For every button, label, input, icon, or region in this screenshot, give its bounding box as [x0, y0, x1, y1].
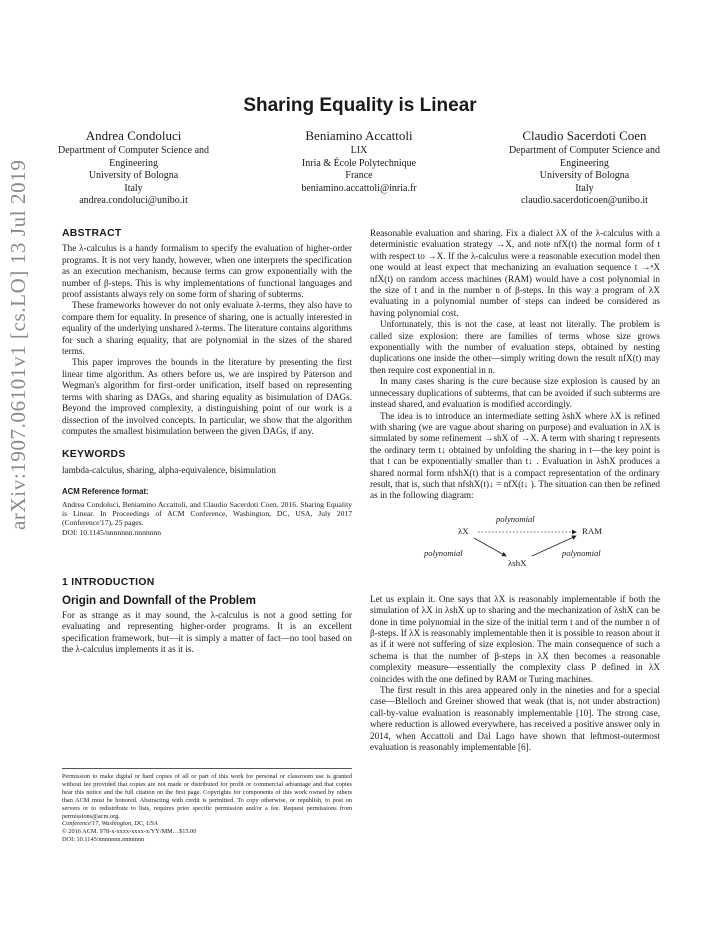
diagram-node-lambda-x: λX — [458, 525, 469, 536]
abstract-paragraph: The λ-calculus is a handy formalism to specify the evaluation of higher-order programs. It is not very handy, however, when one interprets the specification as an execution mechanism, because terms can grow exponentially with the number of β-steps. This is why implementations of functional languages and proof assistants always rely on some form of sharing of subterms. — [62, 243, 352, 300]
author-affiliation-line: Italy — [124, 182, 143, 194]
introduction-subheading: Origin and Downfall of the Problem — [62, 593, 256, 607]
reasonable-implementation-diagram — [370, 506, 660, 588]
author-name: Claudio Sacerdoti Coen — [522, 128, 647, 143]
acm-reference-text: Andrea Condoluci, Beniamino Accattoli, and Claudio Sacerdoti Coen. 2016. Sharing Equality is Linear. In Proceedings of ACM Conference, Washington, DC, USA, July 2017 (Conference'17), 25 pages. — [62, 499, 352, 528]
author-affiliation-line: Inria & École Polytechnique — [301, 157, 417, 169]
introduction-paragraph: For as strange as it may sound, the λ-calculus is not a good setting for evaluating and representing higher-order programs. It is an excellent specification framework, but—it is simply a matter of fact—no tool based on the λ-calculus implements it as it is. — [62, 609, 352, 655]
author-affiliation-line: LIX — [350, 145, 368, 156]
arxiv-identifier: arXiv:1907.06101v1 [cs.LO] 13 Jul 2019 — [6, 159, 30, 530]
author-email: beniamino.accattoli@inria.fr — [301, 182, 417, 194]
author-email: claudio.sacerdoticoen@unibo.it — [520, 195, 648, 207]
author-affiliation-line: Department of Computer Science and — [58, 145, 210, 156]
keywords-heading: KEYWORDS — [62, 449, 126, 461]
acm-reference-doi: DOI: 10.1145/nnnnnnn.nnnnnnn — [62, 527, 162, 537]
paper-title: Sharing Equality is Linear — [243, 95, 477, 116]
keywords-text: lambda-calculus, sharing, alpha-equivalence, bisimulation — [62, 464, 276, 475]
body-paragraph: In many cases sharing is the cure because size explosion is caused by an unnecessary duplications of subterms, that can be avoided if such subterms are instead shared, and evaluation is modified accordingly. — [370, 376, 660, 410]
abstract-heading: ABSTRACT — [62, 228, 122, 239]
author-affiliation-line: Department of Computer Science and — [508, 145, 660, 156]
author-2 — [301, 128, 416, 208]
author-name: Andrea Condoluci — [85, 128, 182, 143]
author-block — [58, 128, 660, 208]
diagram-label-left: polynomial — [424, 547, 463, 558]
author-affiliation-line: Engineering — [560, 157, 609, 169]
author-3 — [509, 128, 660, 208]
author-affiliation-line: University of Bologna — [88, 170, 179, 182]
author-affiliation-line: Engineering — [109, 157, 158, 169]
body-paragraph: Let us explain it. One says that λX is reasonably implementable if both the simulation of λX in λshX up to sharing and the mechanization of λshX can be done in time polynomial in the size of the initial term t and of the number n of β-steps. If λX is reasonably implementable then it is possible to reason about it as if it were not suffering of size explosion. The main consequence of such a schema is that the number of β-steps in λX then becomes a reasonable complexity measure—essentially the complexity class P defined in λX coincides with the one defined by RAM or Turing machines. — [370, 593, 660, 684]
author-name: Beniamino Accattoli — [305, 128, 413, 143]
diagram-label-top: polynomial — [496, 513, 535, 524]
body-paragraph: Unfortunately, this is not the case, at least not literally. The problem is called size explosion: there are families of terms whose size grows exponentially with the number of evaluation steps, obtained by nesting duplications one inside the other—simply writing down the result nfX(t) may then require cost exponential in n. — [370, 319, 660, 375]
author-1 — [58, 128, 209, 208]
body-paragraph: The idea is to introduce an intermediate setting λshX where λX is refined with sharing (we are vague about sharing on purpose) and evaluation in λX is simulated by some refinement →shX of →X. A term with sharing t represents the ordinary term t↓ obtained by unfolding the sharing in t—the key point is that t can be exponentially smaller than t↓ . Evaluation in λshX produces a shared normal form nfshX(t) that is a compact representation of the ordinary result, that is, such that nfshX(t)↓ = nfX(t↓ ). The situation can then be refined as in the following diagram: — [370, 410, 660, 501]
author-affiliation-line: France — [345, 170, 373, 182]
author-email: andrea.condoluci@unibo.it — [79, 195, 188, 207]
arrow-to-shared — [474, 538, 506, 556]
introduction-heading: 1 INTRODUCTION — [62, 577, 155, 589]
abstract-paragraph: This paper improves the bounds in the literature by presenting the first linear time algorithm. As others before us, we are inspired by Paterson and Wegman's algorithm for first-order unification, itself based on representing terms with sharing as DAGs, and sharing equality as bisimulation of DAGs. Beyond the improved complexity, a distinguishing point of our work is a dissection of the involved concepts. In particular, we show that the algorithm computes the smallest bisimulation between the given DAGs, if any. — [62, 357, 352, 436]
permission-text: Permission to make digital or hard copies of all or part of this work for personal or classroom use is granted without fee provided that copies are not made or distributed for profit or commercial advantage and that copies bear this notice and the full citation on the first page. Copyrights for components of this work owned by others than ACM must be honored. Abstracting with credit is permitted. To copy otherwise, or republish, to post on servers or to redistribute to lists, requires prior specific permission and/or a fee. Request permissions from permissions@acm.org. — [62, 773, 352, 820]
right-column — [370, 228, 660, 753]
body-paragraph: The first result in this area appeared only in the nineties and for a special case—Blelloch and Greiner showed that weak (that is, not under abstraction) call-by-value evaluation is reasonably implementable [10]. The strong case, where reduction is allowed everywhere, has received a positive answer only in 2014, when Accattoli and Dal Lago have shown that leftmost-outermost evaluation is reasonably implementable [6]. — [370, 685, 660, 753]
footnote-doi: DOI: 10.1145/nnnnnnn.nnnnnnn — [62, 836, 145, 844]
copyright-line: © 2016 ACM. 978-x-xxxx-xxxx-x/YY/MM…$15.00 — [62, 828, 197, 836]
diagram-node-ram: RAM — [582, 525, 603, 536]
diagram-node-lambda-sh: λshX — [508, 557, 527, 568]
acm-reference-heading: ACM Reference format: — [62, 487, 149, 497]
permission-footnote — [62, 768, 352, 844]
abstract-paragraph: These frameworks however do not only evaluate λ-terms, they also have to compare them for equality. In presence of sharing, one is actually interested in equality of the underlying unshared λ-terms. The literature contains algorithms for such a sharing equality, that are polynomial in the sizes of the shared terms. — [62, 300, 352, 357]
diagram-label-right: polynomial — [562, 547, 601, 558]
author-affiliation-line: Italy — [575, 182, 594, 194]
conference-line: Conference'17, Washington, DC, USA — [62, 820, 158, 828]
author-affiliation-line: University of Bologna — [539, 170, 630, 182]
body-paragraph: Reasonable evaluation and sharing. Fix a dialect λX of the λ-calculus with a deterministic evaluation strategy →X, and note nfX(t) the normal form of t with respect to →X. If the λ-calculus were a reasonable execution model then one would at least expect that mechanizing an evaluation sequence t →ⁿX nfX(t) on random access machines (RAM) would have a cost polynomial in the size of t and in the number n of β-steps. In this way a program of λX evaluating in a polynomial number of steps can indeed be considered as having polynomial cost. — [370, 228, 660, 318]
left-column — [62, 228, 352, 656]
